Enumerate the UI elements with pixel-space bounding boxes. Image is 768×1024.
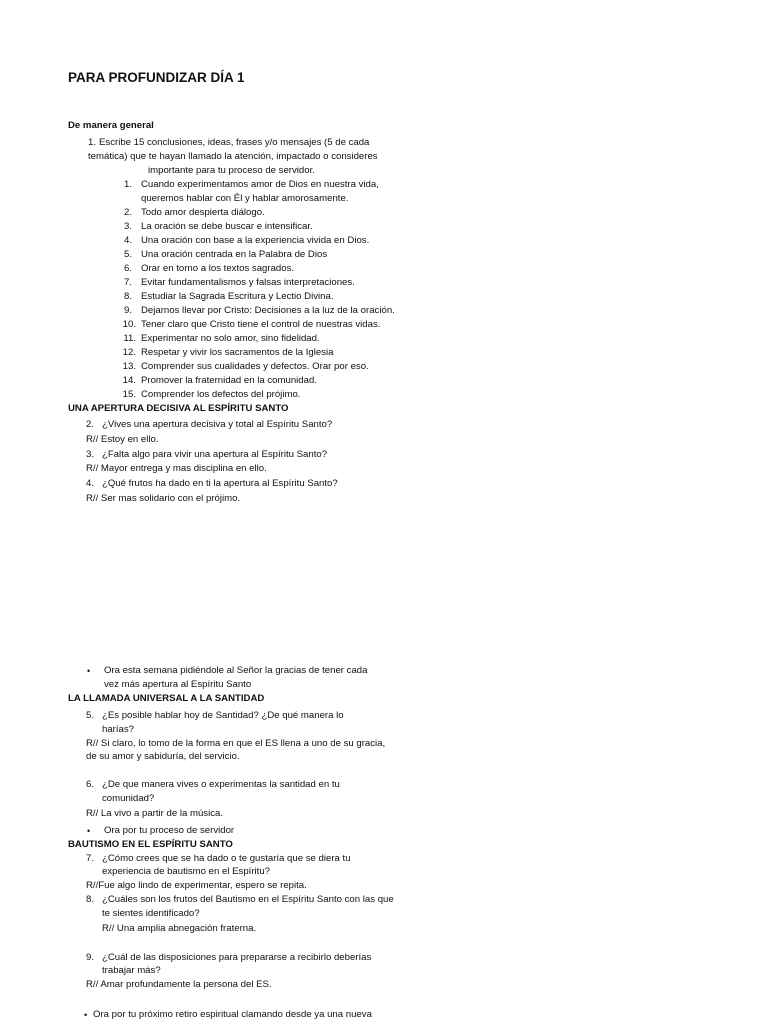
prayer-text: vez más apertura al Espíritu Santo <box>104 679 252 690</box>
question-text: temática) que te hayan llamado la atención, impactado o consideres <box>88 151 378 162</box>
list-item: Una oración centrada en la Palabra de Dios <box>141 249 328 260</box>
list-item-number: 6. <box>123 263 132 274</box>
bullet-icon: • <box>87 666 91 676</box>
list-item: Promover la fraternidad en la comunidad. <box>141 375 317 386</box>
question-text: ¿Vives una apertura decisiva y total al Espíritu Santo? <box>102 419 333 430</box>
list-item-number: 15. <box>122 389 136 400</box>
question-number: 6. <box>86 779 95 790</box>
list-item: Dejarnos llevar por Cristo: Decisiones a la luz de la oración. <box>141 305 395 316</box>
question-text: comunidad? <box>102 793 155 804</box>
question-text: experiencia de bautismo en el Espíritu? <box>102 866 270 877</box>
list-item-number: 9. <box>123 305 132 316</box>
answer-text: de su amor y sabiduría, del servicio. <box>86 751 240 762</box>
question-text: ¿Falta algo para vivir una apertura al Espíritu Santo? <box>102 449 328 460</box>
question-number: 5. <box>86 710 95 721</box>
list-item: Tener claro que Cristo tiene el control de nuestras vidas. <box>141 319 381 330</box>
question-text: te sientes identificado? <box>102 908 200 919</box>
answer-text: R// La vivo a partir de la música. <box>86 808 224 819</box>
question-number: 3. <box>86 449 95 460</box>
prayer-text: Ora esta semana pidiéndole al Señor la gracias de tener cada <box>104 665 368 676</box>
list-item: Una oración con base a la experiencia vivida en Dios. <box>141 235 370 246</box>
question-text: ¿Cómo crees que se ha dado o te gustaría que se diera tu <box>102 853 351 864</box>
list-item-number: 8. <box>123 291 132 302</box>
answer-text: R// Estoy en ello. <box>86 434 159 445</box>
list-item-number: 2. <box>123 207 132 218</box>
question-number: 4. <box>86 478 95 489</box>
section-heading-bautismo: BAUTISMO EN EL ESPÍRITU SANTO <box>68 839 233 850</box>
list-item: Evitar fundamentalismos y falsas interpretaciones. <box>141 277 355 288</box>
list-item: Cuando experimentamos amor de Dios en nuestra vida, <box>141 179 379 190</box>
list-item: Todo amor despierta diálogo. <box>141 207 265 218</box>
list-item-number: 10. <box>122 319 136 330</box>
bullet-icon: • <box>87 826 91 836</box>
answer-text: R//Fue algo lindo de experimentar, espero se repita. <box>86 880 307 891</box>
question-number: 8. <box>86 894 95 905</box>
page-title: PARA PROFUNDIZAR DÍA 1 <box>68 70 245 85</box>
list-item: queremos hablar con Él y hablar amorosamente. <box>141 193 349 204</box>
question-number: 7. <box>86 853 95 864</box>
section-heading-apertura: UNA APERTURA DECISIVA AL ESPÍRITU SANTO <box>68 403 289 414</box>
question-text: ¿De que manera vives o experimentas la santidad en tu <box>102 779 340 790</box>
list-item-number: 12. <box>122 347 136 358</box>
list-item-number: 4. <box>123 235 132 246</box>
list-item-number: 5. <box>123 249 132 260</box>
question-text: ¿Cuáles son los frutos del Bautismo en el Espíritu Santo con las que <box>102 894 394 905</box>
answer-text: R// Si claro, lo tomo de la forma en que el ES llena a uno de su gracia, <box>86 738 386 749</box>
list-item-number: 3. <box>123 221 132 232</box>
section-heading-general: De manera general <box>68 120 154 131</box>
answer-text: R// Mayor entrega y mas disciplina en ello. <box>86 463 267 474</box>
question-text: harías? <box>102 724 134 735</box>
answer-text: R// Amar profundamente la persona del ES. <box>86 979 272 990</box>
question-text: ¿Qué frutos ha dado en ti la apertura al Espíritu Santo? <box>102 478 338 489</box>
question-text: Escribe 15 conclusiones, ideas, frases y/o mensajes (5 de cada <box>99 137 370 148</box>
answer-text: R// Ser mas solidario con el prójimo. <box>86 493 241 504</box>
list-item: Respetar y vivir los sacramentos de la Iglesia <box>141 347 334 358</box>
list-item-number: 14. <box>122 375 136 386</box>
list-item: Experimentar no solo amor, sino fidelidad. <box>141 333 320 344</box>
question-text: trabajar más? <box>102 965 161 976</box>
answer-text: R// Una amplia abnegación fraterna. <box>102 923 257 934</box>
section-heading-llamada: LA LLAMADA UNIVERSAL A LA SANTIDAD <box>68 693 265 704</box>
question-text: importante para tu proceso de servidor. <box>148 165 315 176</box>
list-item: La oración se debe buscar e intensificar. <box>141 221 313 232</box>
prayer-text: Ora por tu proceso de servidor <box>104 825 235 836</box>
list-item: Comprender los defectos del prójimo. <box>141 389 301 400</box>
list-item: Orar en torno a los textos sagrados. <box>141 263 295 274</box>
question-number: 1. <box>88 137 97 148</box>
list-item: Comprender sus cualidades y defectos. Orar por eso. <box>141 361 369 372</box>
list-item-number: 13. <box>122 361 136 372</box>
list-item-number: 11. <box>123 333 136 344</box>
question-text: ¿Cuál de las disposiciones para prepararse a recibirlo deberías <box>102 952 372 963</box>
list-item-number: 1. <box>123 179 132 190</box>
question-number: 9. <box>86 952 95 963</box>
question-number: 2. <box>86 419 95 430</box>
prayer-text: Ora por tu próximo retiro espiritual clamando desde ya una nueva <box>93 1009 372 1020</box>
question-text: ¿Es posible hablar hoy de Santidad? ¿De qué manera lo <box>102 710 344 721</box>
list-item: Estudiar la Sagrada Escritura y Lectio Divina. <box>141 291 334 302</box>
list-item-number: 7. <box>123 277 132 288</box>
bullet-icon: • <box>84 1010 88 1020</box>
